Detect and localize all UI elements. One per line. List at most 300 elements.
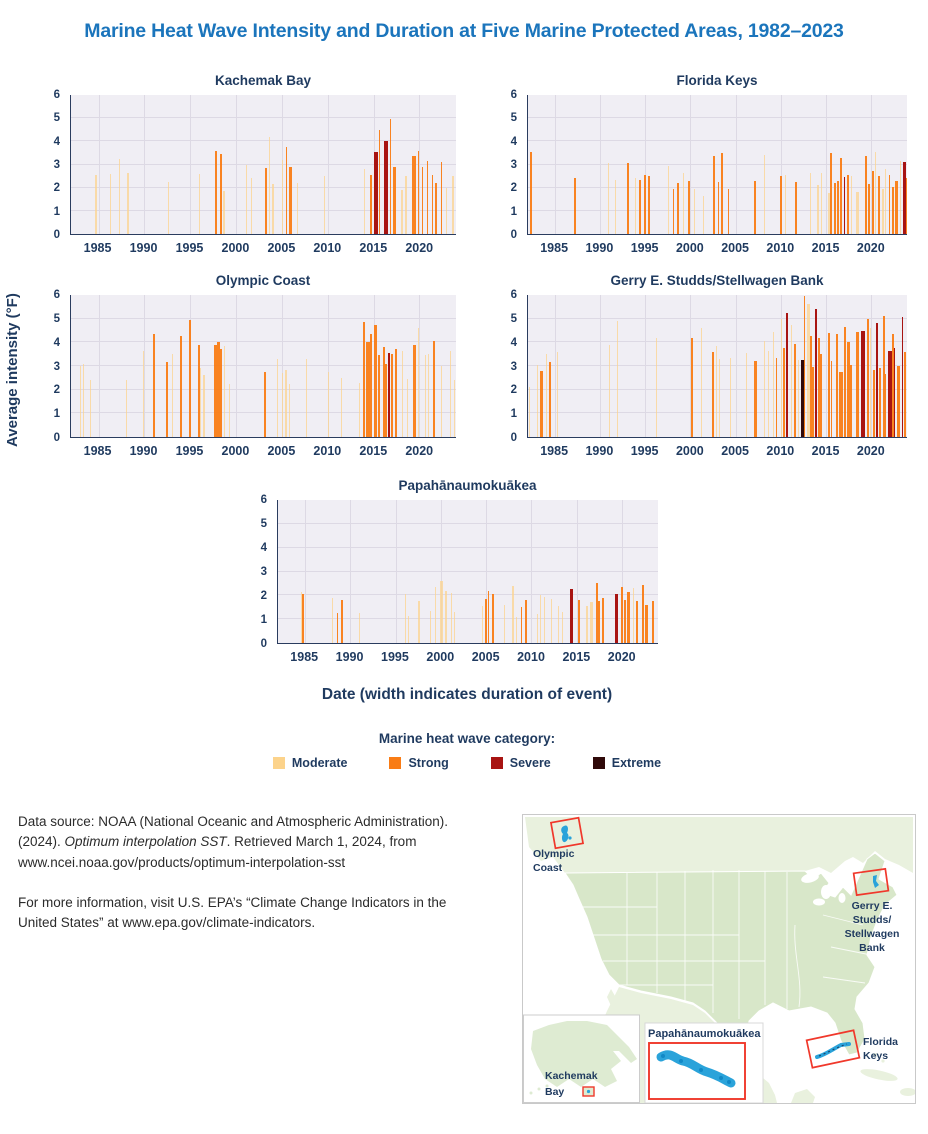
x-tick-label: 2005 [721,241,749,255]
heatwave-event-bar [688,181,690,234]
heatwave-event-bar [828,333,830,437]
x-tick-label: 2000 [675,241,704,255]
y-tick-label: 6 [260,494,267,506]
heatwave-event-bar [557,352,558,437]
heatwave-event-bar [652,601,654,643]
heatwave-event-bar [297,183,298,234]
kachemak-bay-area [587,1090,590,1093]
heatwave-event-bar [530,152,532,234]
heatwave-event-bar [624,600,626,643]
heatwave-event-bar [391,354,393,437]
heatwave-event-bar [781,319,782,437]
heatwave-event-bar [425,355,426,437]
heatwave-event-bar [407,379,408,437]
strong-swatch-icon [389,757,401,769]
heatwave-event-bar [882,189,884,234]
heatwave-event-bar [401,190,403,234]
x-tick-label: 2015 [811,241,840,255]
heatwave-event-bar [217,342,220,437]
heatwave-event-bar [754,181,756,234]
heatwave-event-bar [883,316,885,437]
stellwagen-label: Gerry E. [851,900,893,912]
heatwave-event-bar [405,176,407,234]
x-axis-label: Date (width indicates duration of event) [321,686,613,703]
x-tick-label: 2005 [267,241,296,255]
y-tick-label: 0 [260,638,267,650]
heatwave-event-bar [441,162,442,234]
heatwave-event-bar [224,346,225,437]
heatwave-event-bar [645,605,648,643]
heatwave-event-bar [701,328,702,437]
x-tick-label: 2020 [856,444,885,458]
heatwave-event-bar [730,358,731,437]
heatwave-event-bar [529,387,530,437]
heatwave-event-bar [906,178,907,234]
heatwave-event-bar [454,380,455,437]
heatwave-event-bar [712,352,714,437]
heatwave-event-bar [558,606,559,643]
heatwave-event-bar [902,317,903,437]
heatwave-event-bar [341,600,343,643]
heatwave-event-bar [328,372,329,437]
heatwave-event-bar [282,160,283,234]
heatwave-event-bar [215,151,217,234]
y-axis-label: Average intensity (°F) [4,293,21,447]
chart-title-florida-keys: Florida Keys [676,73,758,88]
chart-title-stellwagen-bank: Gerry E. Studds/Stellwagen Bank [610,273,824,288]
y-tick-label: 5 [510,312,517,325]
y-tick-label: 2 [260,590,267,602]
x-tick-label: 1990 [129,241,158,255]
heatwave-event-bar [492,594,494,643]
heatwave-event-bar [285,370,287,437]
legend-items [97,756,837,770]
legend-label: Extreme [611,756,662,770]
heatwave-event-bar [341,378,342,437]
legend-item-severe [491,756,551,770]
y-axis-ticks [38,89,66,241]
heatwave-event-bar [512,586,514,643]
y-tick-label: 3 [53,159,60,171]
heatwave-event-bar [430,611,431,643]
legend [97,731,837,770]
heatwave-event-bar [810,173,811,234]
heatwave-event-bar [374,325,377,437]
heatwave-event-bar [551,599,552,643]
heatwave-event-bar [521,607,522,643]
heatwave-event-bar [904,352,906,437]
heatwave-event-bar [754,361,757,437]
y-tick-label: 5 [260,518,267,530]
plot-area [527,295,907,438]
heatwave-event-bar [364,169,365,234]
heatwave-event-bar [615,180,616,234]
y-tick-label: 1 [510,408,517,421]
heatwave-event-bar [574,178,576,234]
heatwave-event-bar [815,309,817,437]
heatwave-event-bar [875,152,876,234]
heatwave-event-bar [485,599,487,643]
citation-paragraph [18,812,470,873]
heatwave-event-bar [851,176,852,234]
data-source-note [18,812,470,933]
heatwave-event-bar [728,189,729,234]
heatwave-event-bar [418,328,419,437]
heatwave-event-bar [143,351,144,437]
heatwave-event-bar [265,168,267,234]
heatwave-event-bar [590,602,593,643]
heatwave-event-bar [119,159,120,234]
x-tick-label: 2015 [359,444,388,458]
heatwave-event-bar [153,334,155,437]
legend-item-extreme [593,756,661,770]
heatwave-event-bar [374,152,378,234]
heatwave-event-bar [821,173,822,234]
chart-florida-keys [510,73,907,255]
heatwave-event-bar [876,323,878,437]
heatwave-event-bar [388,353,390,437]
citation-italic-title: Optimum interpolation SST [64,834,227,850]
heatwave-event-bar [546,354,547,437]
extreme-swatch-icon [593,757,605,769]
florida-keys-label: Florida [863,1036,899,1048]
chart-papahanaumokuakea [260,478,658,664]
y-axis-ticks [495,289,523,444]
x-tick-label: 2015 [562,650,591,664]
heatwave-event-bar [639,180,641,234]
heatwave-event-bar [865,156,867,234]
heatwave-event-bar [840,158,842,234]
x-tick-label: 2015 [811,444,840,458]
heatwave-event-bar [408,616,409,643]
heatwave-event-bar [180,336,182,437]
heatwave-event-bar [537,614,538,643]
y-tick-label: 1 [260,614,267,626]
y-tick-label: 6 [510,89,517,101]
heatwave-event-bar [810,336,812,437]
y-axis-ticks [495,89,523,241]
x-tick-label: 1990 [129,444,158,458]
heatwave-event-bar [412,156,416,234]
heatwave-event-bar [785,175,786,234]
x-tick-label: 1985 [83,444,112,458]
x-tick-label: 2020 [856,241,885,255]
heatwave-event-bar [199,174,200,234]
stellwagen-label: Studds/ [852,914,892,926]
legend-label: Strong [408,756,449,770]
heatwave-event-bar [570,589,573,643]
heatwave-event-bar [868,184,870,234]
heatwave-event-bar [435,587,436,643]
heatwave-event-bar [850,365,852,437]
heatwave-event-bar [562,612,563,643]
heatwave-event-bar [873,370,875,437]
heatwave-event-bar [537,365,538,437]
heatwave-event-bar [516,617,517,643]
citation-text: Data source: NOAA (National Oceanic and Atmospheric Administration). (2024). [18,814,448,850]
severe-swatch-icon [491,757,503,769]
heatwave-event-bar [892,334,894,437]
x-tick-label: 1990 [335,650,364,664]
x-tick-label: 1995 [630,444,659,458]
x-tick-label: 2010 [766,241,795,255]
hispaniola-shape [900,1088,915,1096]
y-tick-label: 4 [53,135,60,148]
legend-item-strong [389,756,448,770]
heatwave-event-bar [578,600,580,643]
y-tick-label: 2 [53,182,60,195]
alaska-inset [524,1015,640,1103]
heatwave-event-bar [856,332,859,437]
heatwave-event-bar [621,587,623,643]
heatwave-event-bar [172,354,173,437]
heatwave-event-bar [203,375,205,437]
heatwave-event-bar [839,372,843,437]
y-tick-label: 5 [53,112,60,125]
heatwave-event-bar [635,178,636,234]
heatwave-event-bar [166,362,168,437]
olympic-coast-label: Olympic [533,848,575,860]
x-tick-label: 1995 [175,241,204,255]
florida-keys-label: Keys [863,1050,889,1062]
heatwave-event-bar [337,613,338,643]
heatwave-event-bar [549,362,551,437]
heatwave-event-bar [198,345,200,437]
heatwave-event-bar [95,175,97,234]
heatwave-event-bar [834,183,836,234]
x-tick-label: 2010 [313,444,342,458]
heatwave-event-bar [264,372,266,437]
x-tick-label: 2010 [766,444,795,458]
heatwave-event-bar [764,155,765,234]
x-axis-ticks [70,438,456,462]
cuba-shape [859,1067,898,1084]
heatwave-event-bar [525,600,527,643]
heatwave-event-bar [694,189,695,234]
heatwave-event-bar [615,594,618,643]
heatwave-event-bar [598,601,600,643]
heatwave-event-bar [844,177,845,234]
x-tick-label: 1995 [630,241,659,255]
x-tick-label: 2000 [221,444,250,458]
heatwave-event-bar [488,591,489,643]
heatwave-event-bar [820,354,822,437]
heatwave-event-bar [83,364,84,437]
y-tick-label: 6 [53,89,60,101]
heatwave-event-bar [440,581,443,643]
stellwagen-label: Bank [859,942,885,954]
x-axis-ticks [527,235,907,259]
heatwave-event-bar [885,374,886,437]
heatwave-event-bar [544,597,545,643]
heatwave-event-bar [405,594,406,643]
heatwave-event-bar [656,338,657,437]
heatwave-event-bar [768,351,769,437]
heatwave-event-bar [609,345,610,437]
heatwave-event-bar [780,176,782,234]
chart-olympic-coast [53,273,456,458]
heatwave-event-bar [812,367,814,437]
heatwave-event-bar [126,380,127,437]
papahanaumokuakea-inset-label: Papahānaumokuākea [648,1028,761,1040]
heatwave-event-bar [668,166,669,234]
x-axis-ticks [70,235,456,259]
heatwave-event-bar [900,161,901,234]
x-tick-label: 2020 [607,650,636,664]
heatwave-event-bar [200,368,201,437]
heatwave-event-bar [482,606,483,643]
x-tick-label: 2020 [405,241,434,255]
heatwave-event-bar [446,188,447,234]
x-tick-label: 2010 [313,241,342,255]
heatwave-event-bar [324,176,325,234]
heatwave-event-bar [413,345,416,437]
x-tick-label: 2005 [471,650,500,664]
legend-item-moderate [273,756,348,770]
heatwave-event-bar [384,141,388,234]
y-tick-label: 5 [53,312,60,325]
heatwave-event-bar [691,338,693,437]
y-tick-label: 1 [53,205,60,218]
heatwave-event-bar [895,181,898,234]
chart-title-olympic-coast: Olympic Coast [215,273,311,288]
heatwave-event-bar [454,612,455,643]
heatwave-event-bar [451,593,452,643]
chart-title-papahanaumokuakea: Papahānaumokuākea [398,478,537,493]
heatwave-event-bar [844,327,846,437]
heatwave-event-bar [786,313,788,437]
heatwave-event-bar [402,351,403,437]
heatwave-event-bar [856,192,859,234]
heatwave-event-bar [246,165,247,235]
heatwave-event-bar [302,594,304,643]
heatwave-event-bar [277,359,278,437]
heatwave-event-bar [251,178,252,234]
plot-area [527,95,907,235]
legend-title: Marine heat wave category: [378,731,556,746]
y-tick-label: 2 [510,384,517,397]
heatwave-event-bar [390,119,391,234]
chart-stellwagen-bank [510,273,907,458]
heatwave-event-bar [359,383,360,437]
heatwave-event-bar [110,174,111,234]
heatwave-event-bar [450,351,451,437]
heatwave-event-bar [428,354,429,437]
heatwave-event-bar [867,319,869,437]
heatwave-event-bar [596,583,598,643]
heatwave-event-bar [791,325,792,437]
heatwave-event-bar [836,334,838,437]
heatwave-event-bar [897,366,900,437]
kachemak-bay-label: Kachemak [545,1070,598,1082]
y-tick-label: 3 [260,566,267,578]
heatwave-event-bar [272,184,274,234]
heatwave-event-bar [385,364,387,437]
heatwave-event-bar [642,585,644,643]
x-tick-label: 2005 [267,444,296,458]
heatwave-event-bar [683,173,684,234]
heatwave-event-bar [435,183,437,234]
x-tick-label: 2000 [426,650,455,664]
heatwave-event-bar [783,348,785,437]
y-tick-label: 1 [53,408,60,421]
heatwave-event-bar [644,175,646,234]
figure-title: Marine Heat Wave Intensity and Duration at Five Marine Protected Areas, 1982–2023 [84,20,844,42]
heatwave-event-bar [422,167,423,234]
y-tick-label: 0 [53,229,60,241]
heatwave-event-bar [441,366,442,437]
y-tick-label: 0 [510,229,517,241]
legend-label: Moderate [291,756,348,770]
moderate-swatch-icon [273,757,285,769]
kachemak-bay-label: Bay [545,1086,565,1098]
x-tick-label: 1985 [83,241,112,255]
heatwave-event-bar [395,349,397,437]
y-axis-ticks [245,494,273,650]
heatwave-event-bar [269,137,270,234]
x-axis-ticks [277,644,658,668]
x-tick-label: 2005 [721,444,749,458]
x-tick-label: 2000 [221,241,250,255]
heatwave-event-bar [220,349,222,437]
x-axis-ticks [527,438,907,462]
more-info-paragraph: For more information, visit U.S. EPA’s “Climate Change Indicators in the United States” at www.epa.gov/climate-indicators. [18,894,447,930]
heatwave-event-bar [673,189,674,234]
y-tick-label: 3 [53,360,60,373]
citation-text: . Retrieved March 1, 2024, from www.ncei.noaa.gov/products/optimum-interpolation-sst [18,834,417,870]
heatwave-event-bar [879,368,881,437]
heatwave-event-bar [359,613,360,643]
heatwave-event-bar [433,341,435,437]
heatwave-event-bar [894,348,895,437]
plot-area [70,95,456,235]
heatwave-event-bar [804,296,805,437]
y-tick-label: 4 [53,336,60,349]
heatwave-event-bar [703,196,704,234]
heatwave-event-bar [892,187,894,234]
heatwave-event-bar [627,592,630,643]
heatwave-event-bar [831,361,832,437]
olympic-coast-label: Coast [533,862,563,874]
y-tick-label: 4 [260,542,267,554]
heatwave-event-bar [540,371,543,437]
y-tick-label: 1 [510,205,517,218]
heatwave-event-bar [872,171,874,234]
heatwave-event-bar [332,598,333,643]
heatwave-event-bar [818,338,820,437]
legend-label: Severe [509,756,551,770]
heatwave-event-bar [847,175,849,234]
heatwave-event-bar [861,331,865,438]
heatwave-event-bar [289,167,292,234]
heatwave-event-bar [878,176,880,234]
heatwave-event-bar [773,332,774,437]
heatwave-event-bar [540,595,541,643]
x-tick-label: 2000 [675,444,704,458]
heatwave-event-bar [885,169,886,234]
heatwave-event-bar [636,601,638,643]
heatwave-event-bar [189,320,191,437]
heatwave-event-bar [286,147,287,234]
y-tick-label: 4 [510,135,517,148]
heatwave-event-bar [370,334,372,437]
heatwave-event-bar [718,182,719,234]
y-tick-label: 6 [510,289,517,301]
y-tick-label: 3 [510,360,517,373]
heatwave-event-bar [229,384,230,437]
heatwave-event-bar [889,175,890,234]
heatwave-event-bar [794,344,796,437]
